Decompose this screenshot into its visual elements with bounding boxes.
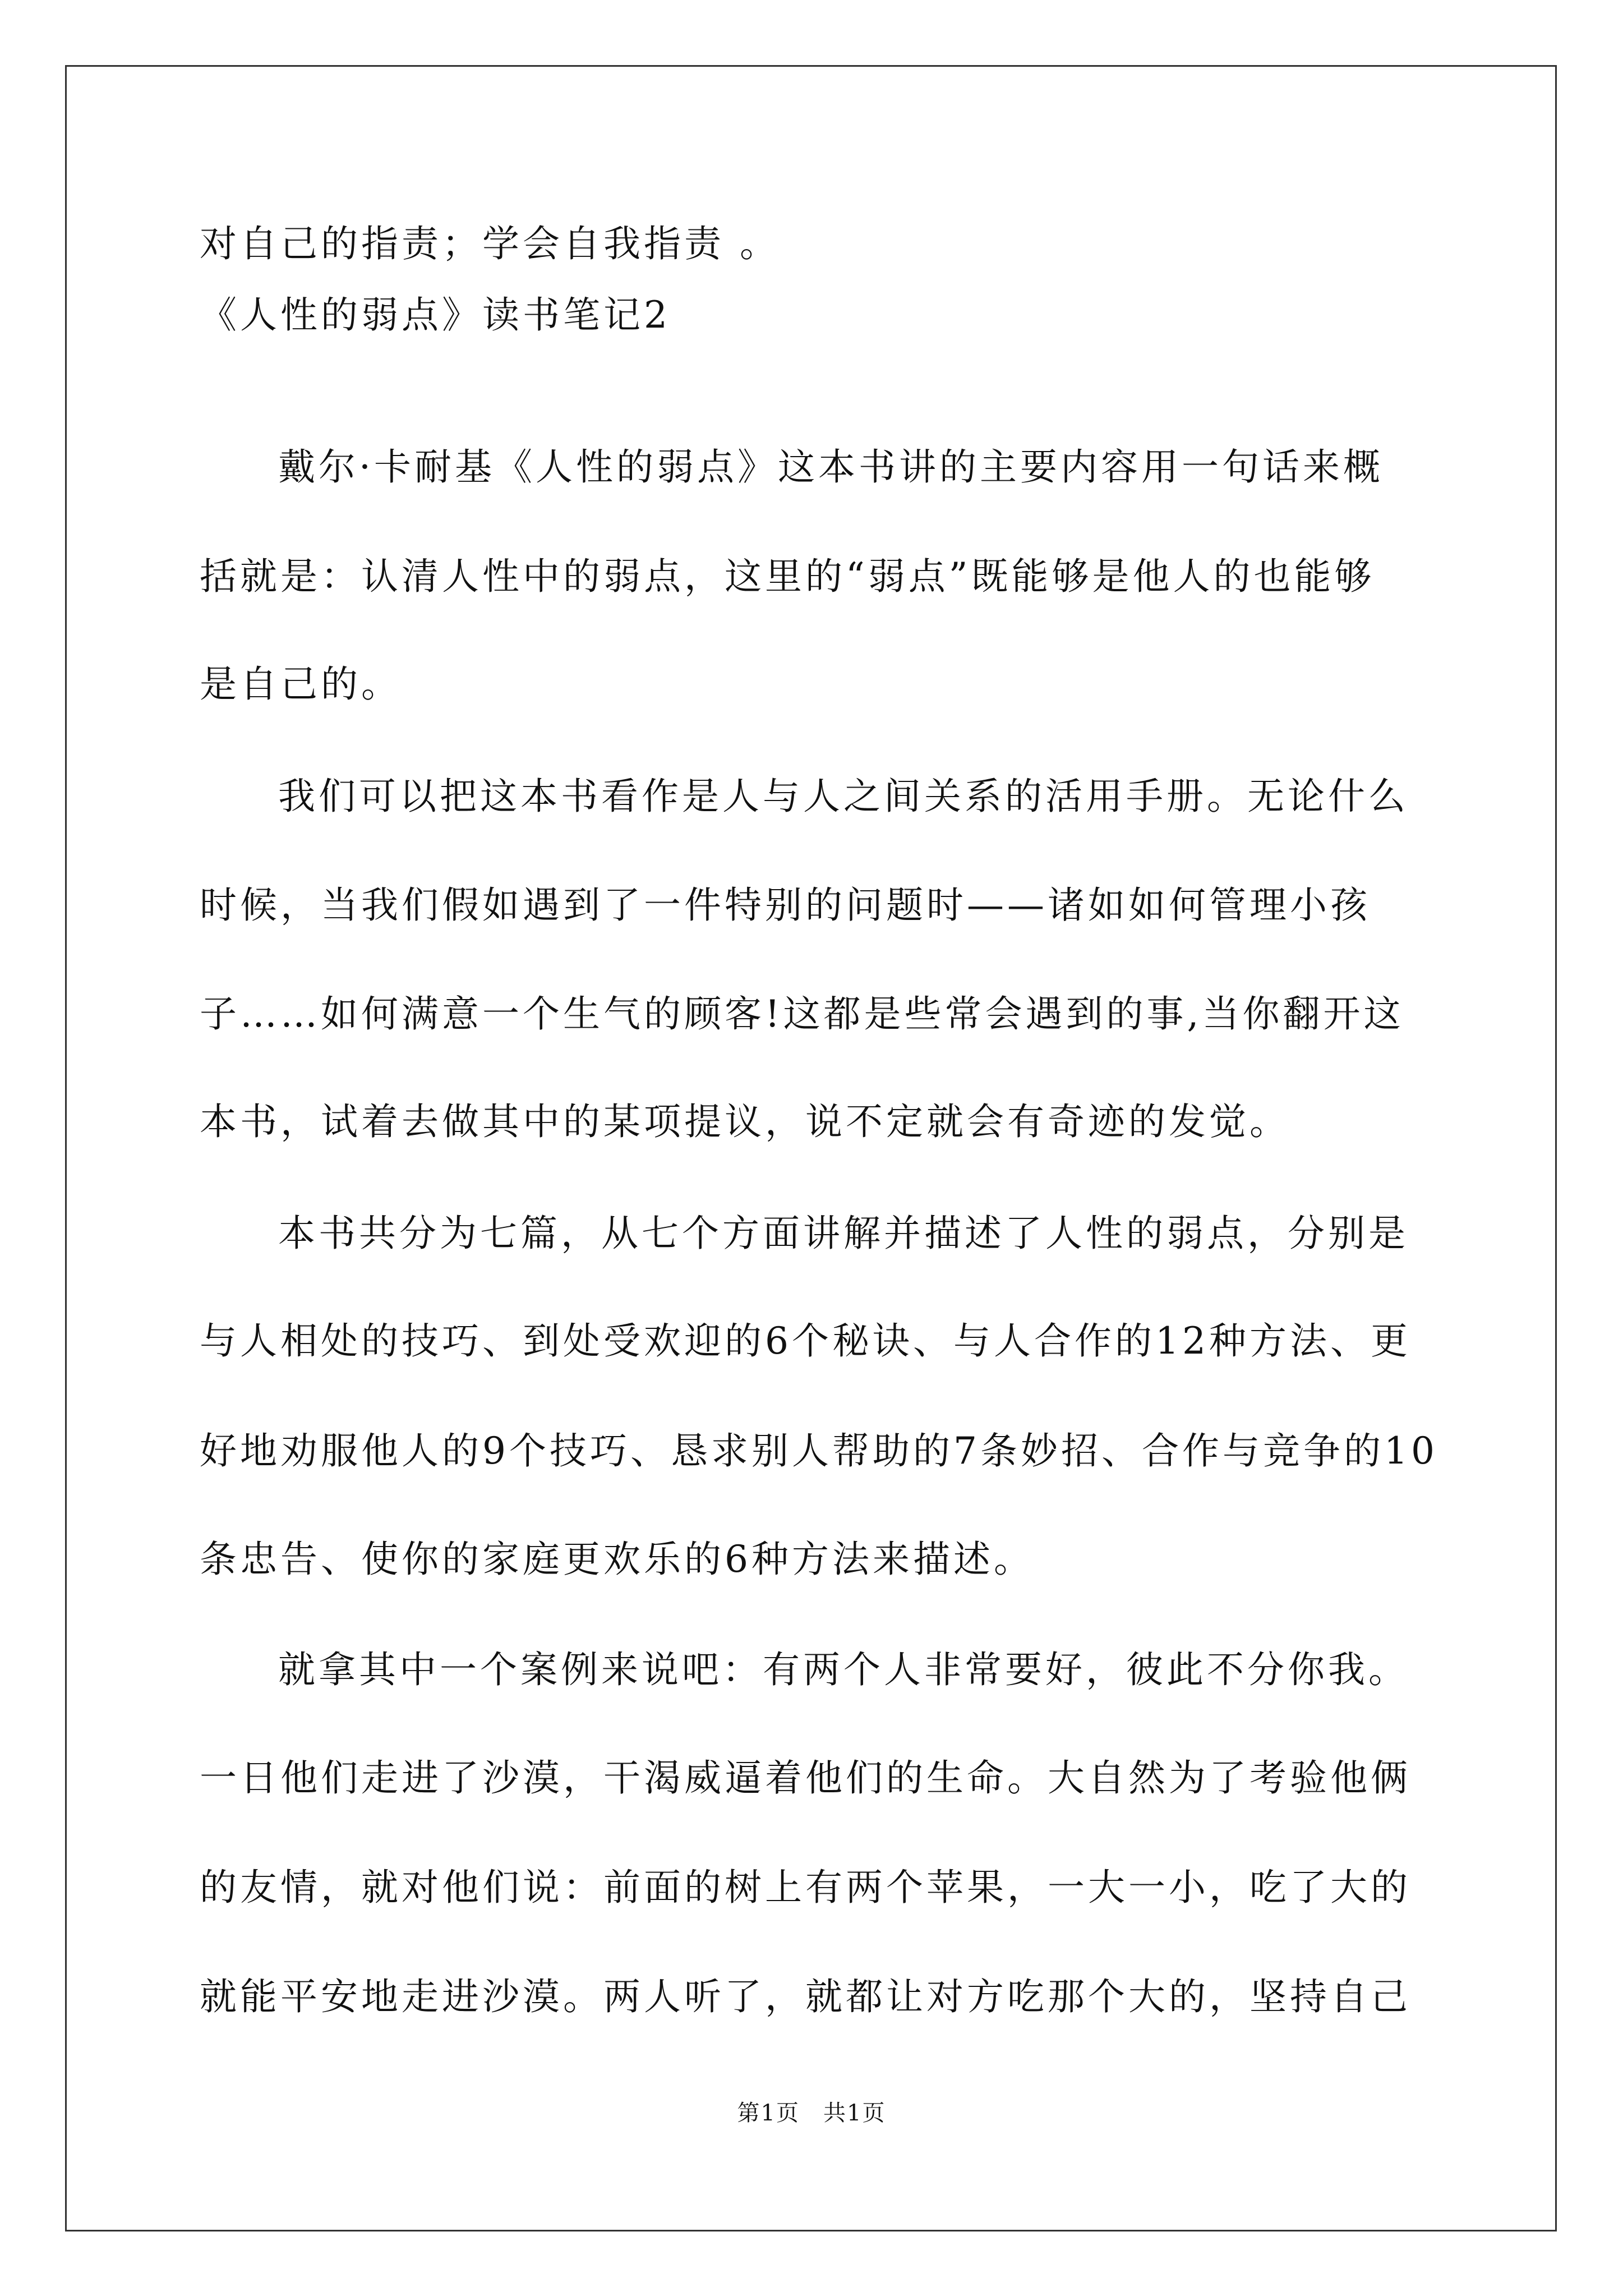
paragraph-line: 本书共分为七篇，从七个方面讲解并描述了人性的弱点，分别是 <box>278 1212 1409 1255</box>
paragraph-line: 一日他们走进了沙漠，干渴威逼着他们的生命。大自然为了考验他俩 <box>200 1756 1411 1800</box>
paragraph-line: 括就是：认清人性中的弱点，这里的“弱点”既能够是他人的也能够 <box>200 555 1375 598</box>
paragraph-line: 好地劝服他人的9个技巧、恳求别人帮助的7条妙招、合作与竞争的10 <box>200 1429 1438 1473</box>
paragraph-line: 时候，当我们假如遇到了一件特别的问题时——诸如如何管理小孩 <box>200 884 1371 927</box>
paragraph-line: 与人相处的技巧、到处受欢迎的6个秘诀、与人合作的12种方法、更 <box>200 1319 1411 1363</box>
paragraph-line: 条忠告、使你的家庭更欢乐的6种方法来描述。 <box>200 1538 1034 1581</box>
paragraph-line: 戴尔·卡耐基《人性的弱点》这本书讲的主要内容用一句话来概 <box>278 445 1384 489</box>
section-heading: 《人性的弱点》读书笔记2 <box>200 293 671 337</box>
page-number-footer: 第1页 共1页 <box>737 2100 886 2126</box>
text-line: 对自己的指责；学会自我指责 。 <box>200 222 780 265</box>
paragraph-line: 是自己的。 <box>200 662 402 706</box>
paragraph-line: 就拿其中一个案例来说吧：有两个人非常要好，彼此不分你我。 <box>278 1648 1409 1691</box>
paragraph-line: 的友情，就对他们说：前面的树上有两个苹果，一大一小，吃了大的 <box>200 1866 1411 1909</box>
paragraph-line: 我们可以把这本书看作是人与人之间关系的活用手册。无论什么 <box>278 775 1409 818</box>
paragraph-line: 就能平安地走进沙漠。两人听了，就都让对方吃那个大的，坚持自己 <box>200 1975 1411 2018</box>
paragraph-line: 本书，试着去做其中的某项提议，说不定就会有奇迹的发觉。 <box>200 1100 1290 1143</box>
paragraph-line: 子……如何满意一个生气的顾客!这都是些常会遇到的事,当你翻开这 <box>200 992 1404 1036</box>
